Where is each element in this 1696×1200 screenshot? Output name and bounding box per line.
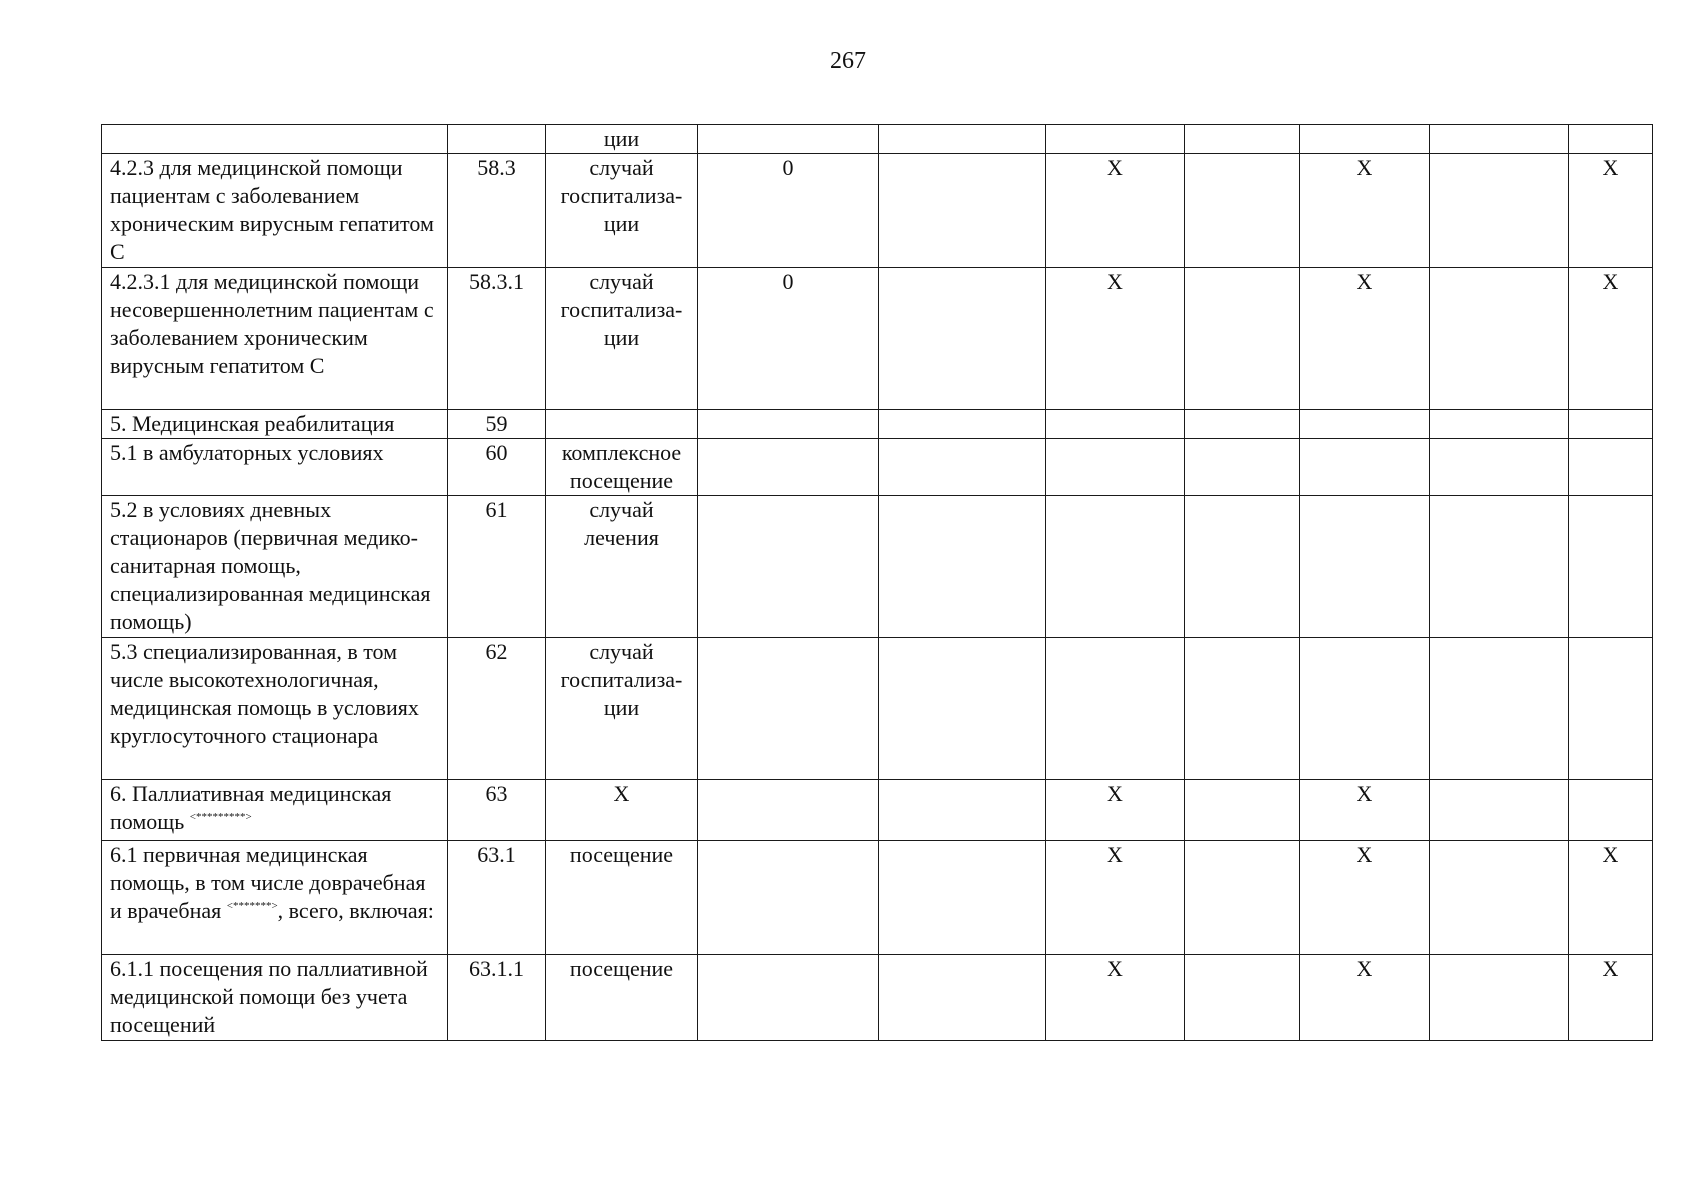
table-row bbox=[102, 439, 1653, 496]
value-cell-2 bbox=[879, 496, 1046, 638]
value-cell-3 bbox=[1046, 496, 1185, 638]
table-row bbox=[102, 496, 1653, 638]
value-cell-2 bbox=[879, 410, 1046, 439]
row-name-text: 4.2.3.1 для медицинской помощи несовершеннолетним пациентам с заболеванием хроническим вирусным гепатитом С bbox=[110, 269, 434, 378]
value-cell-1 bbox=[698, 841, 879, 955]
value-cell-7 bbox=[1569, 780, 1653, 841]
table-row bbox=[102, 780, 1653, 841]
unit-cell: ции bbox=[546, 125, 698, 154]
value-cell-7: X bbox=[1569, 841, 1653, 955]
row-name-text: 5.2 в условиях дневных стационаров (первичная медико-санитарная помощь, специализированная медицинская помощь) bbox=[110, 497, 431, 634]
table-row bbox=[102, 841, 1653, 955]
row-number-cell: 61 bbox=[448, 496, 546, 638]
value-cell-5 bbox=[1300, 439, 1430, 496]
value-cell-1: 0 bbox=[698, 154, 879, 268]
footnote-marker: <*********> bbox=[189, 811, 252, 823]
value-cell-4 bbox=[1185, 841, 1300, 955]
value-cell-5 bbox=[1300, 410, 1430, 439]
value-cell-6 bbox=[1430, 154, 1569, 268]
value-cell-4 bbox=[1185, 780, 1300, 841]
value-cell-4 bbox=[1185, 496, 1300, 638]
table-row bbox=[102, 268, 1653, 410]
unit-cell: случай госпитализа-ции bbox=[546, 154, 698, 268]
value-cell-1 bbox=[698, 125, 879, 154]
row-name-cell bbox=[102, 268, 448, 410]
value-cell-4 bbox=[1185, 955, 1300, 1041]
row-name-cell bbox=[102, 439, 448, 496]
value-cell-1 bbox=[698, 780, 879, 841]
value-cell-7 bbox=[1569, 410, 1653, 439]
value-cell-7 bbox=[1569, 439, 1653, 496]
value-cell-5: X bbox=[1300, 154, 1430, 268]
table-row bbox=[102, 125, 1653, 154]
row-name-text: 6. Паллиативная медицинская помощь bbox=[110, 781, 392, 834]
value-cell-3: X bbox=[1046, 154, 1185, 268]
value-cell-6 bbox=[1430, 439, 1569, 496]
value-cell-7 bbox=[1569, 125, 1653, 154]
value-cell-6 bbox=[1430, 841, 1569, 955]
value-cell-2 bbox=[879, 439, 1046, 496]
row-name-cell bbox=[102, 638, 448, 780]
unit-cell: X bbox=[546, 780, 698, 841]
row-name-text: 5.3 специализированная, в том числе высокотехнологичная, медицинская помощь в условиях круглосуточного стационара bbox=[110, 639, 419, 748]
unit-cell: случай лечения bbox=[546, 496, 698, 638]
value-cell-5: X bbox=[1300, 955, 1430, 1041]
value-cell-3 bbox=[1046, 125, 1185, 154]
unit-cell: посещение bbox=[546, 955, 698, 1041]
row-name-cell bbox=[102, 496, 448, 638]
value-cell-2 bbox=[879, 154, 1046, 268]
value-cell-4 bbox=[1185, 154, 1300, 268]
row-name-text: 6.1.1 посещения по паллиативной медицинской помощи без учета посещений bbox=[110, 956, 428, 1037]
value-cell-1: 0 bbox=[698, 268, 879, 410]
row-name-cell bbox=[102, 410, 448, 439]
value-cell-4 bbox=[1185, 638, 1300, 780]
value-cell-6 bbox=[1430, 410, 1569, 439]
value-cell-6 bbox=[1430, 780, 1569, 841]
value-cell-2 bbox=[879, 841, 1046, 955]
row-number-cell: 62 bbox=[448, 638, 546, 780]
row-name-text: 4.2.3 для медицинской помощи пациентам с заболеванием хроническим вирусным гепатитом С bbox=[110, 155, 434, 264]
row-name-text: 5. Медицинская реабилитация bbox=[110, 411, 395, 436]
value-cell-2 bbox=[879, 638, 1046, 780]
row-number-cell: 63.1.1 bbox=[448, 955, 546, 1041]
value-cell-6 bbox=[1430, 638, 1569, 780]
value-cell-1 bbox=[698, 638, 879, 780]
unit-cell: случай госпитализа-ции bbox=[546, 638, 698, 780]
value-cell-7 bbox=[1569, 638, 1653, 780]
value-cell-2 bbox=[879, 780, 1046, 841]
value-cell-2 bbox=[879, 268, 1046, 410]
value-cell-1 bbox=[698, 410, 879, 439]
value-cell-2 bbox=[879, 125, 1046, 154]
row-name-tail: , всего, включая: bbox=[277, 898, 434, 923]
value-cell-1 bbox=[698, 496, 879, 638]
value-cell-5: X bbox=[1300, 268, 1430, 410]
row-name-text: 5.1 в амбулаторных условиях bbox=[110, 440, 384, 465]
value-cell-4 bbox=[1185, 439, 1300, 496]
indicators-table bbox=[101, 124, 1653, 1041]
value-cell-6 bbox=[1430, 125, 1569, 154]
table-body bbox=[102, 125, 1653, 1041]
value-cell-5 bbox=[1300, 496, 1430, 638]
row-number-cell: 60 bbox=[448, 439, 546, 496]
row-number-cell bbox=[448, 125, 546, 154]
value-cell-4 bbox=[1185, 410, 1300, 439]
table-row bbox=[102, 410, 1653, 439]
row-name-text: 6.1 первичная медицинская помощь, в том числе доврачебная и врачебная bbox=[110, 842, 426, 923]
row-name-cell bbox=[102, 125, 448, 154]
value-cell-1 bbox=[698, 439, 879, 496]
value-cell-2 bbox=[879, 955, 1046, 1041]
value-cell-3 bbox=[1046, 638, 1185, 780]
value-cell-6 bbox=[1430, 496, 1569, 638]
value-cell-7: X bbox=[1569, 955, 1653, 1041]
value-cell-5 bbox=[1300, 125, 1430, 154]
row-number-cell: 58.3.1 bbox=[448, 268, 546, 410]
table-row bbox=[102, 154, 1653, 268]
value-cell-3: X bbox=[1046, 780, 1185, 841]
value-cell-7: X bbox=[1569, 268, 1653, 410]
row-name-cell bbox=[102, 955, 448, 1041]
row-number-cell: 63 bbox=[448, 780, 546, 841]
value-cell-5 bbox=[1300, 638, 1430, 780]
row-name-cell bbox=[102, 841, 448, 955]
unit-cell: комплексное посещение bbox=[546, 439, 698, 496]
value-cell-3: X bbox=[1046, 841, 1185, 955]
row-number-cell: 63.1 bbox=[448, 841, 546, 955]
table-row bbox=[102, 955, 1653, 1041]
row-number-cell: 59 bbox=[448, 410, 546, 439]
row-name-cell bbox=[102, 780, 448, 841]
value-cell-3: X bbox=[1046, 955, 1185, 1041]
value-cell-7 bbox=[1569, 496, 1653, 638]
value-cell-5: X bbox=[1300, 841, 1430, 955]
value-cell-4 bbox=[1185, 125, 1300, 154]
value-cell-1 bbox=[698, 955, 879, 1041]
row-number-cell: 58.3 bbox=[448, 154, 546, 268]
value-cell-4 bbox=[1185, 268, 1300, 410]
value-cell-5: X bbox=[1300, 780, 1430, 841]
unit-cell: посещение bbox=[546, 841, 698, 955]
value-cell-6 bbox=[1430, 955, 1569, 1041]
unit-cell: случай госпитализа-ции bbox=[546, 268, 698, 410]
value-cell-3 bbox=[1046, 410, 1185, 439]
table-row bbox=[102, 638, 1653, 780]
footnote-marker: <*******> bbox=[226, 900, 278, 912]
row-name-cell bbox=[102, 154, 448, 268]
value-cell-3: X bbox=[1046, 268, 1185, 410]
value-cell-3 bbox=[1046, 439, 1185, 496]
value-cell-6 bbox=[1430, 268, 1569, 410]
unit-cell bbox=[546, 410, 698, 439]
page-number: 267 bbox=[830, 48, 866, 74]
value-cell-7: X bbox=[1569, 154, 1653, 268]
